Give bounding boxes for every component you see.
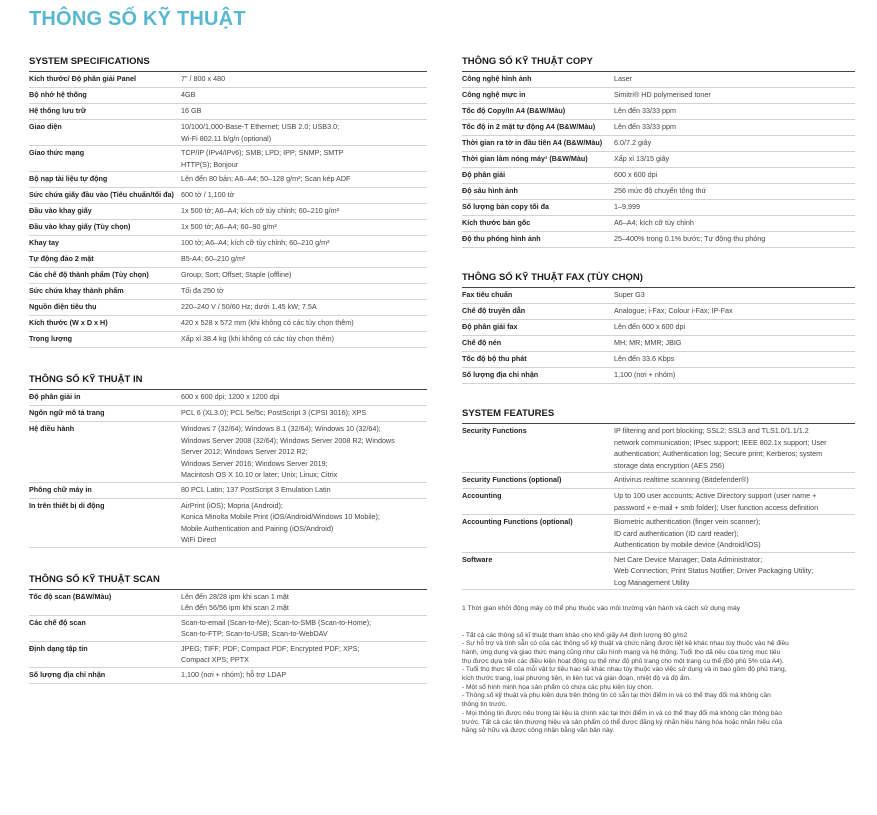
spec-section: [29, 56, 427, 348]
spec-row: [29, 72, 427, 88]
spec-value-line: Lên đến 33.6 Kbps: [614, 354, 675, 363]
spec-value-line: JPEG; TIFF; PDF; Compact PDF; Encrypted PDF; XPS;: [181, 643, 360, 653]
spec-label: Bộ nạp tài liệu tự động: [29, 174, 108, 183]
spec-row: [29, 390, 427, 406]
spec-value: [181, 189, 427, 202]
spec-label: Accounting Functions (optional): [462, 517, 573, 526]
spec-label: Accounting: [462, 491, 502, 500]
spec-value-line: TCP/IP (IPv4/IPv6); SMB; LPD; IPP; SNMP; SMTP: [181, 148, 344, 157]
spec-label: Sức chứa giấy đầu vào (Tiêu chuẩn/tối đa): [29, 190, 174, 199]
spec-value-line: 1,100 (nơi + nhóm): [614, 370, 676, 379]
spec-value: [181, 221, 427, 234]
spec-value-line: Up to 100 user accounts; Active Directory support (user name +: [614, 491, 817, 500]
notes: [462, 632, 855, 736]
spec-row: [29, 406, 427, 422]
spec-label: Chế độ nén: [462, 338, 502, 347]
spec-value-line: Mobile Authentication and Pairing (iOS/Android): [181, 523, 334, 533]
spec-value-line: Lên đến 80 bản; A6–A4; 50–128 g/m²; Scan kép ADF: [181, 174, 351, 183]
spec-label: Độ phân giải fax: [462, 322, 518, 331]
spec-value: [181, 285, 427, 298]
spec-value-line: 7" / 800 x 480: [181, 74, 226, 83]
spec-value: [181, 121, 427, 144]
spec-value-line: network communication; IPsec support; IEEE 802.1x support; User: [614, 437, 827, 447]
spec-value: [614, 425, 855, 471]
spec-value: [181, 253, 427, 266]
spec-row: [462, 88, 855, 104]
spec-label: Thời gian ra tờ in đầu tiên A4 (B&W/Màu): [462, 138, 603, 147]
spec-row: [462, 368, 855, 384]
spec-value-line: Log Management Utility: [614, 577, 690, 587]
spec-section: [462, 56, 855, 248]
spec-value: [181, 591, 427, 614]
spec-value-line: authentication; Authentication log; Secure print; Kerberos; system: [614, 449, 823, 458]
spec-value-line: 1x 500 tờ; A6–A4; kích cỡ tùy chỉnh; 60–210 g/m²: [181, 206, 340, 215]
spec-label: Hệ điều hành: [29, 424, 75, 433]
spec-value-line: AirPrint (iOS); Mopria (Android);: [181, 500, 283, 510]
spec-value-line: WiFi Direct: [181, 535, 217, 544]
spec-row: [462, 168, 855, 184]
note-line: - Tất cả các thông số kĩ thuật tham khảo cho khổ giấy A4 định lượng 80 g/m2: [462, 631, 688, 639]
spec-value-line: PCL 6 (XL3.0); PCL 5e/5c; PostScript 3 (CPSI 3016); XPS: [181, 408, 367, 417]
spec-value: [181, 73, 427, 86]
spec-label: Số lượng địa chỉ nhận: [462, 370, 539, 379]
spec-row: [29, 284, 427, 300]
spec-label: Sức chứa khay thành phẩm: [29, 286, 124, 295]
right-column: [462, 56, 855, 736]
note-line: - Mọi thông tin được nêu trong tài liệu là chính xác tại thời điểm in và có thể thay đổi mà không cần thông báo: [462, 709, 782, 717]
left-column: [29, 56, 427, 684]
spec-row: [462, 424, 855, 473]
spec-value-line: B5-A4; 60–210 g/m²: [181, 254, 246, 263]
note-line: trước. Tất cả các tên thương hiệu và sản phẩm có thể được đăng ký nhãn hiệu hàng hóa hoặc nhãn hiệu của: [462, 718, 783, 726]
spec-value-line: Lên đến 33/33 ppm: [614, 122, 676, 131]
spec-row: [29, 220, 427, 236]
spec-value: [614, 201, 855, 214]
spec-label: Ngôn ngữ mô tả trang: [29, 408, 105, 417]
spec-value: [181, 407, 427, 420]
spec-row: [29, 252, 427, 268]
spec-label: Nguồn điện tiêu thụ: [29, 302, 97, 311]
section-title: SYSTEM FEATURES: [462, 408, 855, 424]
spec-value-line: Lên đến 56/56 ipm khi scan 2 mặt: [181, 603, 289, 612]
spec-row: [29, 146, 427, 172]
spec-value-line: 256 mức độ chuyển tông thứ: [614, 186, 707, 195]
spec-value: [181, 237, 427, 250]
spec-value-line: Windows Server 2016; Windows Server 2019;: [181, 458, 328, 468]
spec-label: Kích thước bản gốc: [462, 218, 531, 227]
note-line: thụ được dựa trên các điều kiện hoạt động cụ thể như độ phủ trang cho một trang cụ thể (Độ phủ 5% của A4).: [462, 657, 784, 665]
spec-label: Security Functions: [462, 426, 527, 435]
spec-value-line: Web Connection; Print Status Notifier; Driver Packaging Utility;: [614, 566, 814, 575]
spec-label: Chế độ truyền dẫn: [462, 306, 526, 315]
spec-label: Khay tay: [29, 238, 59, 247]
spec-row: [462, 473, 855, 489]
spec-row: [462, 72, 855, 88]
spec-value-line: 600 x 600 dpi: [614, 170, 658, 179]
spec-value: [614, 337, 855, 350]
spec-value: [614, 137, 855, 150]
spec-row: [462, 352, 855, 368]
spec-value: [181, 500, 427, 546]
spec-value-line: A6–A4; kích cỡ tùy chỉnh: [614, 218, 694, 227]
spec-value-line: IP filtering and port blocking; SSL2; SSL3 and TLS1.0/1.1/1.2: [614, 426, 809, 435]
spec-value-line: 80 PCL Latin; 137 PostScript 3 Emulation Latin: [181, 484, 331, 494]
spec-value-line: 600 x 600 dpi; 1200 x 1200 dpi: [181, 392, 280, 401]
spec-label: Phông chữ máy in: [29, 484, 92, 494]
spec-value: [614, 474, 855, 487]
spec-value-line: 16 GB: [181, 106, 202, 115]
spec-label: Kích thước/ Độ phân giải Panel: [29, 74, 136, 83]
spec-row: [29, 422, 427, 483]
spec-row: [462, 515, 855, 553]
spec-value: [181, 484, 427, 497]
spec-label: Thời gian làm nóng máy¹ (B&W/Màu): [462, 154, 588, 163]
spec-value-line: Lên đến 600 x 600 dpi: [614, 322, 686, 331]
spec-value: [181, 669, 427, 682]
spec-value-line: Scan-to-email (Scan-to-Me); Scan-to-SMB (Scan-to-Home);: [181, 617, 372, 627]
spec-value-line: Windows Server 2008 (32/64); Windows Server 2008 R2; Windows: [181, 435, 395, 445]
spec-value-line: 100 tờ; A6–A4; kích cỡ tùy chỉnh; 60–210 g/m²: [181, 238, 330, 247]
spec-value: [181, 301, 427, 314]
spec-row: [462, 216, 855, 232]
spec-value: [614, 121, 855, 134]
spec-label: Công nghệ hình ảnh: [462, 74, 532, 83]
spec-value: [614, 89, 855, 102]
spec-value: [614, 490, 855, 513]
spec-label: Định dạng tập tin: [29, 643, 88, 653]
spec-row: [29, 332, 427, 348]
spec-value: [614, 185, 855, 198]
note-line: - Sự hỗ trợ và tính sẵn có của các thông số kỹ thuật và chức năng được liệt kê khác nhau tùy thuộc vào hệ điều: [462, 640, 789, 648]
note-line: - Tuổi thọ thực tế của mỗi vật tư tiêu hao sẽ khác nhau tùy thuộc vào việc sử dụng và in bao gồm độ phủ trang,: [462, 666, 787, 674]
spec-value: [614, 305, 855, 318]
spec-label: Hệ thống lưu trữ: [29, 106, 87, 115]
spec-row: [29, 236, 427, 252]
spec-value-line: Xấp xỉ 13/15 giây: [614, 154, 670, 163]
note-line: - Thông số kỹ thuật và phụ kiện dựa trên thông tin có sẵn tại thời điểm in và có thể thay đổi mà không cần: [462, 692, 771, 700]
spec-value: [181, 147, 427, 170]
spec-value: [614, 516, 855, 551]
spec-row: [29, 188, 427, 204]
spec-value: [181, 105, 427, 118]
spec-row: [462, 120, 855, 136]
spec-value-line: MH; MR; MMR; JBIG: [614, 338, 682, 347]
spec-row: [462, 184, 855, 200]
spec-label: Độ phân giải: [462, 170, 506, 179]
spec-value: [614, 353, 855, 366]
spec-value: [181, 391, 427, 404]
spec-value-line: Xấp xỉ 38.4 kg (khi không có các tùy chọn thêm): [181, 334, 335, 343]
note-line: - Một số hình minh họa sản phẩm có chứa các phụ kiện tùy chọn.: [462, 683, 654, 691]
spec-section: [462, 272, 855, 384]
spec-row: [29, 120, 427, 146]
spec-section: [462, 408, 855, 590]
spec-row: [29, 104, 427, 120]
spec-label: Đầu vào khay giấy: [29, 206, 92, 215]
spec-label: Tự động đảo 2 mặt: [29, 254, 94, 263]
spec-label: Đầu vào khay giấy (Tùy chọn): [29, 222, 131, 231]
spec-value: [614, 233, 855, 246]
section-title: THÔNG SỐ KỸ THUẬT COPY: [462, 56, 855, 72]
note-line: thông tin trước.: [462, 701, 508, 709]
spec-value-line: Authentication by mobile device (Android/iOS): [614, 540, 761, 549]
spec-label: Giao thức mạng: [29, 148, 85, 157]
note-line: hãng sở hữu và được công nhận bằng văn bản này.: [462, 727, 615, 735]
spec-value: [614, 217, 855, 230]
spec-label: Độ sâu hình ảnh: [462, 186, 518, 195]
spec-value-line: Compact XPS; PPTX: [181, 655, 249, 664]
spec-value: [614, 554, 855, 589]
spec-value: [614, 153, 855, 166]
spec-row: [462, 288, 855, 304]
spec-row: [462, 553, 855, 591]
spec-row: [462, 152, 855, 168]
spec-value-line: 4GB: [181, 90, 196, 99]
spec-label: Các chế độ thành phẩm (Tùy chọn): [29, 270, 149, 279]
spec-value-line: Simitri® HD polymerised toner: [614, 90, 711, 99]
spec-label: Kích thước (W x D x H): [29, 318, 108, 327]
spec-value-line: ID card authentication (ID card reader);: [614, 528, 739, 538]
spec-value-line: Windows 7 (32/64); Windows 8.1 (32/64); Windows 10 (32/64);: [181, 424, 381, 433]
spec-row: [462, 200, 855, 216]
spec-label: Software: [462, 554, 493, 564]
spec-value-line: Lên đến 33/33 ppm: [614, 106, 676, 115]
spec-row: [29, 268, 427, 284]
spec-row: [29, 204, 427, 220]
spec-label: Công nghệ mực in: [462, 90, 526, 99]
spec-value: [181, 269, 427, 282]
section-title: THÔNG SỐ KỸ THUẬT FAX (TÙY CHỌN): [462, 272, 855, 288]
spec-row: [29, 88, 427, 104]
spec-value: [614, 321, 855, 334]
spec-value-line: Tối đa 250 tờ: [181, 286, 224, 295]
spec-value-line: Net Care Device Manager; Data Administrator;: [614, 554, 763, 564]
section-title: THÔNG SỐ KỸ THUẬT IN: [29, 374, 427, 390]
spec-value: [614, 369, 855, 382]
spec-label: Độ phân giải in: [29, 392, 81, 401]
spec-label: Số lượng địa chỉ nhận: [29, 669, 106, 679]
spec-label: Giao diện: [29, 122, 62, 131]
spec-row: [462, 336, 855, 352]
spec-label: Tốc độ Copy/In A4 (B&W/Màu): [462, 106, 566, 115]
spec-label: Số lượng bản copy tối đa: [462, 202, 549, 211]
spec-row: [29, 616, 427, 642]
spec-label: In trên thiết bị di động: [29, 500, 105, 510]
spec-section: [29, 374, 427, 548]
spec-row: [462, 489, 855, 515]
spec-value: [181, 89, 427, 102]
spec-value-line: Macintosh OS X 10.10 or later; Unix; Linux; Citrix: [181, 470, 338, 479]
spec-value: [181, 643, 427, 666]
spec-row: [29, 300, 427, 316]
spec-value-line: Antivirus realtime scanning (Bitdefender®): [614, 475, 749, 484]
page-title: THÔNG SỐ KỸ THUẬT: [29, 8, 246, 30]
spec-value-line: 6.0/7.2 giây: [614, 138, 652, 147]
spec-value-line: Super G3: [614, 290, 645, 299]
spec-value-line: Konica Minolta Mobile Print (iOS/Android/Windows 10 Mobile);: [181, 512, 380, 521]
spec-value-line: HTTP(S); Bonjour: [181, 159, 239, 169]
spec-row: [29, 316, 427, 332]
spec-value-line: Laser: [614, 74, 632, 83]
spec-value-line: Wi-Fi 802.11 b/g/n (optional): [181, 133, 272, 143]
spec-value: [181, 617, 427, 640]
spec-value-line: Scan-to-FTP; Scan-to-USB; Scan-to-WebDAV: [181, 629, 328, 638]
spec-row: [29, 642, 427, 668]
spec-row: [462, 320, 855, 336]
spec-value: [614, 73, 855, 86]
note-line: kích thước trang, loại phương tiện, in liên tục và gián đoạn, nhiệt độ và độ ẩm.: [462, 675, 691, 683]
spec-value-line: 1–9,999: [614, 202, 640, 211]
spec-value: [614, 289, 855, 302]
spec-label: Tốc độ scan (B&W/Màu): [29, 591, 112, 601]
note-line: hành, ứng dụng và giao thức mạng cũng như cấu hình mạng và hệ thống. Tuổi thọ dã nêu của từng mục tiêu: [462, 648, 781, 656]
spec-value-line: Lên đến 28/28 ipm khi scan 1 mặt: [181, 591, 289, 601]
spec-label: Security Functions (optional): [462, 475, 562, 484]
spec-value-line: 25–400% trong 0.1% bước; Tự động thu phóng: [614, 234, 766, 243]
spec-value: [181, 333, 427, 346]
spec-row: [462, 232, 855, 248]
spec-label: Bộ nhớ hệ thống: [29, 90, 87, 99]
spec-value-line: 10/100/1,000-Base-T Ethernet; USB 2.0; USB3.0;: [181, 122, 340, 131]
spec-row: [29, 172, 427, 188]
spec-label: Trọng lượng: [29, 334, 73, 343]
spec-row: [29, 590, 427, 616]
spec-value-line: Analogue; i-Fax; Colour i-Fax; IP-Fax: [614, 306, 733, 315]
spec-value-line: 420 x 528 x 572 mm (khi không có các tùy chọn thêm): [181, 318, 354, 327]
spec-row: [29, 483, 427, 499]
section-title: THÔNG SỐ KỸ THUẬT SCAN: [29, 574, 427, 590]
spec-value-line: Server 2012; Windows Server 2012 R2;: [181, 447, 308, 456]
spec-row: [29, 499, 427, 548]
spec-value: [181, 205, 427, 218]
spec-value-line: 220–240 V / 50/60 Hz; dưới 1.45 kW; 7.5A: [181, 302, 317, 311]
spec-value: [181, 317, 427, 330]
spec-value-line: 1,100 (nơi + nhóm); hỗ trợ LDAP: [181, 669, 287, 679]
spec-section: [29, 574, 427, 684]
spec-value: [181, 173, 427, 186]
spec-row: [462, 104, 855, 120]
spec-label: Tốc độ bộ thu phát: [462, 354, 527, 363]
spec-label: Tốc độ in 2 mặt tự động A4 (B&W/Màu): [462, 122, 596, 131]
spec-value: [181, 423, 427, 481]
spec-value-line: Biometric authentication (finger vein scanner);: [614, 517, 761, 526]
footnote: 1 Thời gian khởi động máy có thể phụ thuộc vào môi trường vận hành và cách sử dụng máy: [462, 605, 741, 612]
spec-value-line: storage data encryption (AES 256): [614, 460, 725, 470]
spec-value-line: Group; Sort; Offset; Staple (offline): [181, 270, 292, 279]
section-title: SYSTEM SPECIFICATIONS: [29, 56, 427, 72]
spec-row: [462, 304, 855, 320]
spec-value: [614, 169, 855, 182]
spec-value-line: 1x 500 tờ; A6–A4; 60–90 g/m²: [181, 222, 277, 231]
spec-value-line: 600 tờ / 1,100 tờ: [181, 190, 235, 199]
spec-label: Độ thu phóng hình ảnh: [462, 234, 541, 243]
spec-row: [29, 668, 427, 684]
spec-label: Các chế độ scan: [29, 617, 86, 627]
spec-value-line: password + e-mail + smb folder); User function access definition: [614, 502, 819, 512]
spec-row: [462, 136, 855, 152]
spec-label: Fax tiêu chuẩn: [462, 290, 513, 299]
spec-value: [614, 105, 855, 118]
